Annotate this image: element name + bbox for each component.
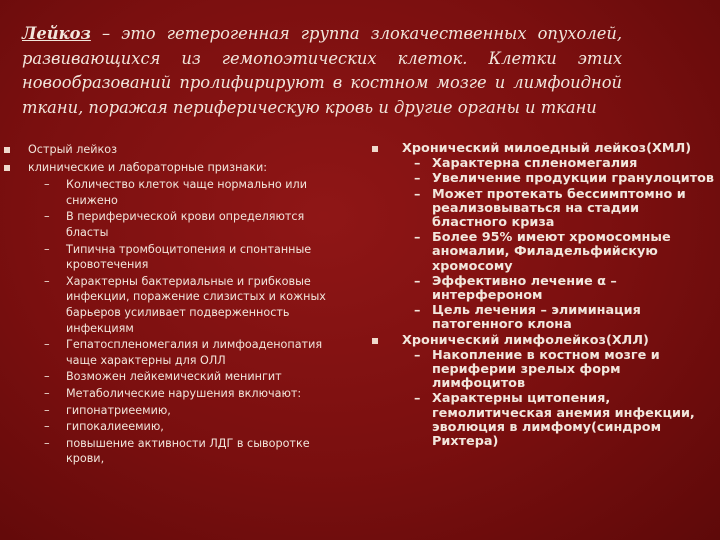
dash-icon: – [44,370,50,384]
sub-item [372,275,717,303]
sub-item [4,436,334,467]
definition-text: – это гетерогенная группа злокачественных опухолей, развивающихся из гемопоэтических клеток. Клетки этих новообразований пролифирируют в костном мозге и лимфоидной ткани, поражая периферическую кровь и другие органы и ткани [22,24,622,117]
sub-item-text: Характерны цитопения, гемолитическая анемия инфекции, эволюция в лимфому(синдром Рихтера) [432,391,695,450]
bullet-item [4,142,334,158]
square-bullet-icon [372,338,378,344]
dash-icon: – [414,391,421,407]
bullet-text: клинические и лабораторные признаки: [28,160,268,174]
bullet-item-cll [372,334,717,348]
bullet-text: Хронический милоедный лейкоз(ХМЛ) [402,141,692,156]
sub-item [4,274,334,336]
sub-item-text: Может протекать бессимптомно и реализовываться на стадии бластного криза [432,186,686,231]
sub-item [4,419,334,435]
right-column [372,142,717,450]
dash-icon: – [44,242,50,256]
definition-paragraph [22,22,622,120]
sub-item-text: повышение активности ЛДГ в сыворотке крови, [66,436,310,466]
sub-item-text: гипокалиеемию, [66,420,164,434]
square-bullet-icon [372,146,378,152]
bullet-item-cml [372,142,717,156]
sub-item-text: Количество клеток чаще нормально или снижено [66,178,307,207]
dash-icon: – [414,273,421,289]
dash-icon: – [44,436,50,450]
dash-icon: – [44,274,50,288]
bullet-text: Острый лейкоз [28,143,118,156]
sub-item [372,392,717,449]
dash-icon: – [414,303,421,319]
sub-item-text: Характерны бактериальные и грибковые инфекции, поражение слизистых и кожных барьеров усиливает подверженность инфекциям [66,274,326,335]
sub-item-text: гипонатриеемию, [66,403,171,417]
dash-icon: – [414,347,421,363]
sub-item-text: Характерна спленомегалия [432,156,638,172]
dash-icon: – [44,420,50,434]
sub-item [4,403,334,419]
sub-item [4,209,334,240]
sub-item [372,349,717,392]
sub-item-text: Типична тромбоцитопения и спонтанные кровотечения [66,242,312,272]
sub-item-text: Более 95% имеют хромосомные аномалии, Филадельфийскую хромосому [432,230,671,274]
square-bullet-icon [4,165,10,171]
definition-term: Лейкоз [22,24,91,43]
sub-item [372,157,717,171]
sub-item [4,177,334,208]
dash-icon: – [414,156,421,172]
sub-item [372,188,717,231]
sub-item [4,337,334,368]
dash-icon: – [44,210,50,224]
sub-item [4,369,334,385]
sub-item-text: Гепатоспленомегалия и лимфоаденопатия чаще характерны для ОЛЛ [66,338,323,367]
dash-icon: – [414,230,421,246]
sub-item-text: Увеличение продукции гранулоцитов [432,171,715,187]
sub-item [372,304,717,332]
square-bullet-icon [4,147,10,153]
sub-item-text: Эффективно лечение α – интерфероном [432,273,617,304]
dash-icon: – [44,178,50,192]
sub-item-text: В периферической крови определяются бласты [66,210,305,239]
dash-icon: – [44,338,50,352]
sub-item-text: Метаболические нарушения включают: [66,386,302,400]
sub-item [372,172,717,186]
dash-icon: – [414,171,421,187]
sub-item-text: Цель лечения – элиминация патогенного клона [432,303,641,333]
sub-item-text: Возможен лейкемический менингит [66,370,282,384]
sub-item [4,386,334,402]
bullet-text: Хронический лимфолейкоз(ХЛЛ) [402,332,649,348]
left-column [4,142,334,468]
sub-item [372,231,717,274]
sub-item [4,242,334,273]
dash-icon: – [414,186,421,202]
dash-icon: – [44,386,50,400]
bullet-item [4,160,334,176]
dash-icon: – [44,403,50,417]
sub-item-text: Накопление в костном мозге и периферии зрелых форм лимфоцитов [432,347,660,392]
